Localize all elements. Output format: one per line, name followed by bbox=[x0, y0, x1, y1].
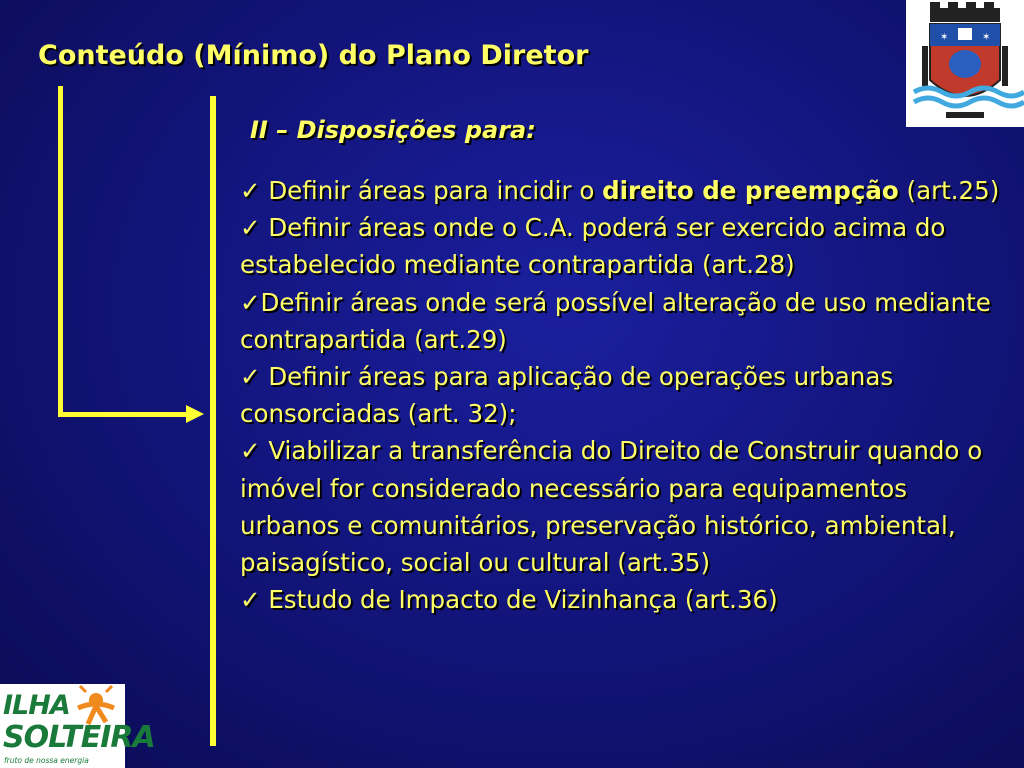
bracket-horizontal-line bbox=[58, 412, 188, 417]
svg-text:✶: ✶ bbox=[982, 32, 991, 43]
ilha-solteira-logo bbox=[0, 684, 155, 768]
list-item: ✓ Definir áreas onde o C.A. poderá ser exercido acima do estabelecido mediante contrapartida (art.28) bbox=[240, 213, 946, 280]
sun-figure-icon bbox=[72, 686, 120, 726]
checkmark-icon: ✓ bbox=[240, 585, 261, 615]
checkmark-icon: ✓ bbox=[240, 362, 261, 392]
list-item: ✓Definir áreas onde será possível alteração de uso mediante contrapartida (art.29) bbox=[240, 287, 991, 354]
logo-tagline: fruto de nossa energia bbox=[4, 756, 89, 765]
checkmark-icon: ✓ bbox=[240, 213, 261, 243]
list-item: ✓ Definir áreas para incidir o direito de preempção (art.25) bbox=[240, 176, 1000, 205]
provisions-list bbox=[240, 172, 1010, 618]
list-item: ✓ Estudo de Impacto de Vizinhança (art.36) bbox=[240, 585, 778, 615]
section-subtitle: II – Disposições para: bbox=[250, 116, 536, 144]
checkmark-icon: ✓ bbox=[240, 436, 261, 466]
logo-line-2: SOLTEIRA bbox=[3, 720, 155, 755]
content-divider-line bbox=[210, 96, 216, 746]
svg-text:✶: ✶ bbox=[940, 32, 949, 43]
slide-title: Conteúdo (Mínimo) do Plano Diretor bbox=[38, 40, 589, 71]
list-item: ✓ Viabilizar a transferência do Direito de Construir quando o imóvel for considerado necessário para equipamentos urbanos e comunitários, preservação histórico, ambiental, paisagístico, social ou cultural (art.35) bbox=[240, 436, 983, 578]
logo-line-1: ILHA bbox=[3, 690, 70, 721]
checkmark-icon: ✓ bbox=[240, 176, 261, 205]
bracket-vertical-line bbox=[58, 86, 63, 416]
coat-of-arms-icon bbox=[906, 0, 1024, 127]
arrow-right-icon bbox=[186, 405, 204, 423]
list-item: ✓ Definir áreas para aplicação de operações urbanas consorciadas (art. 32); bbox=[240, 362, 894, 429]
checkmark-icon: ✓ bbox=[240, 287, 261, 317]
